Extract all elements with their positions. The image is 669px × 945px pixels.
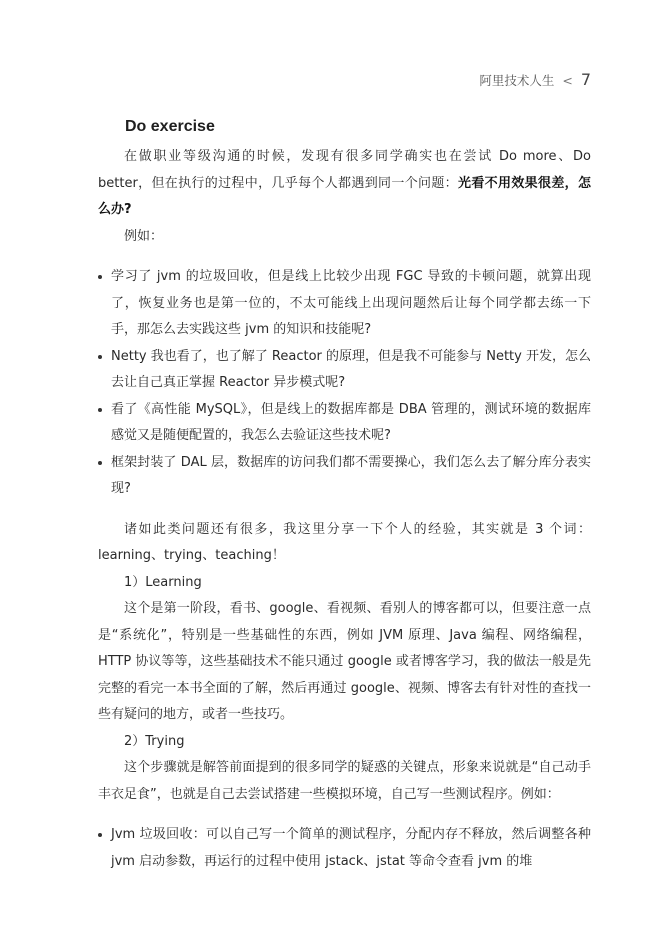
list-item: 框架封装了 DAL 层，数据库的访问我们都不需要操心，我们怎么去了解分库分表实现? <box>98 450 591 503</box>
learning-paragraph: 这个是第一阶段，看书、google、看视频、看别人的博客都可以，但要注意一点是“系统化”，特别是一些基础性的东西，例如 JVM 原理、Java 编程、网络编程，HTTP 协议等等，这些基础技术不能只通过 google 或者博客学习，我的做法一般是先完整的看完一本书全面的了解，然后再通过 google、视频、博客去有针对性的查找一些有疑问的地方，或者一些技巧。 <box>98 601 591 722</box>
intro-paragraph <box>98 144 591 224</box>
bullet-icon <box>98 275 102 279</box>
bullet-icon <box>98 408 102 412</box>
bullet-icon <box>98 833 102 837</box>
header-separator: < <box>562 73 573 88</box>
trying-paragraph: 这个步骤就是解答前面提到的很多同学的疑惑的关键点，形象来说就是“自己动手丰衣足食”，也就是自己去尝试搭建一些模拟环境，自己写一些测试程序。例如： <box>98 760 591 802</box>
intro-question: 光看不用效果很差，怎么办? <box>98 175 591 217</box>
list-item: Jvm 垃圾回收：可以自己写一个简单的测试程序，分配内存不释放，然后调整各种 jvm 启动参数，再运行的过程中使用 jstack、jstat 等命令查看 jvm 的堆 <box>98 822 591 875</box>
list-item: 看了《高性能 MySQL》，但是线上的数据库都是 DBA 管理的，测试环境的数据库感觉又是随便配置的，我怎么去验证这些技术呢? <box>98 397 591 450</box>
example-label: 例如： <box>124 228 164 244</box>
example-list <box>98 264 591 503</box>
page-content <box>98 116 591 889</box>
trying-list <box>98 822 591 875</box>
learning-heading: 1）Learning <box>124 574 202 590</box>
list-item: 学习了 jvm 的垃圾回收，但是线上比较少出现 FGC 导致的卡顿问题，就算出现了，恢复业务也是第一位的，不太可能线上出现问题然后让每个同学都去练一下手，那怎么去实践这些 jvm 的知识和技能呢? <box>98 264 591 344</box>
bullet-icon <box>98 461 102 465</box>
section-title: Do exercise <box>125 118 215 135</box>
trying-heading: 2）Trying <box>124 733 185 749</box>
running-header <box>479 70 591 89</box>
page-number: 7 <box>580 70 591 89</box>
bullet-icon <box>98 355 102 359</box>
book-title: 阿里技术人生 <box>479 73 555 88</box>
intro-text: 在做职业等级沟通的时候，发现有很多同学确实也在尝试 Do more、Do better，但在执行的过程中，几乎每个人都遇到同一个问题： <box>98 149 591 191</box>
list-item: Netty 我也看了，也了解了 Reactor 的原理，但是我不可能参与 Netty 开发，怎么去让自己真正掌握 Reactor 异步模式呢? <box>98 344 591 397</box>
summary-paragraph: 诸如此类问题还有很多，我这里分享一下个人的经验，其实就是 3 个词：learning、trying、teaching！ <box>98 521 591 563</box>
